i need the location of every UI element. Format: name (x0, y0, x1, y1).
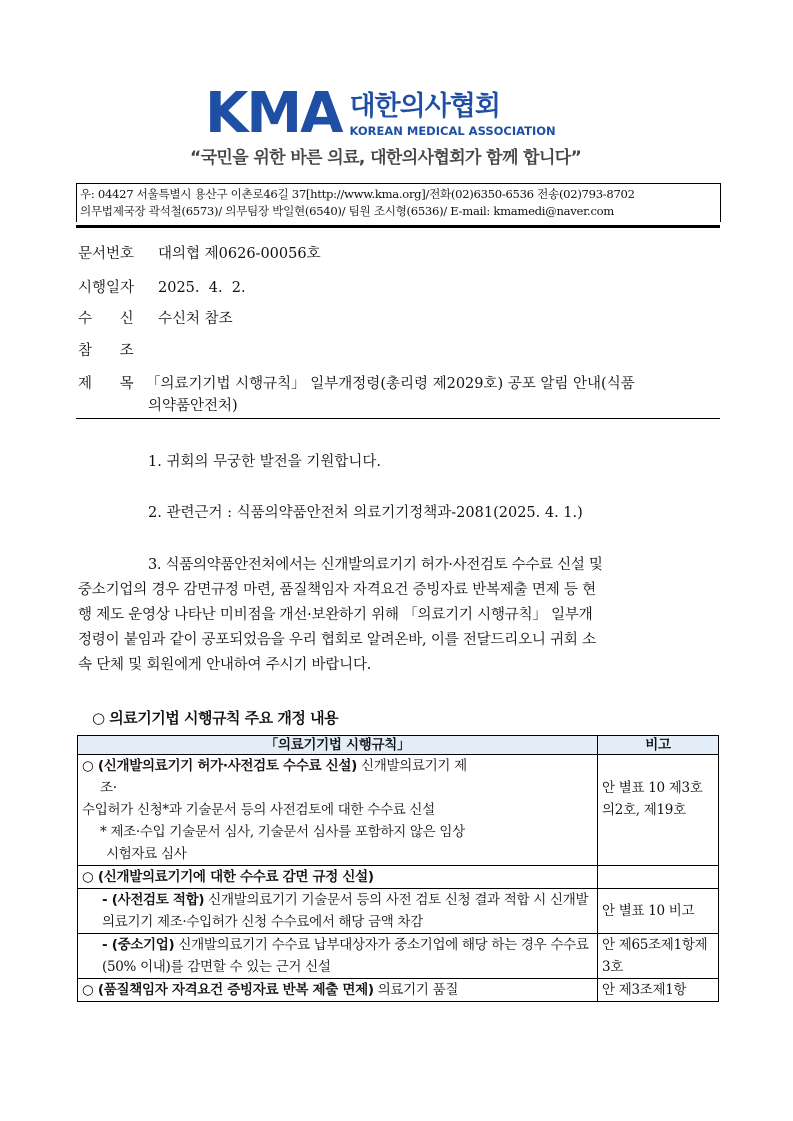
subject-label: 제 목 (78, 376, 134, 392)
row3-head: - (사전검토 적합) (102, 892, 205, 908)
row1-line4: * 제조·수입 기술문서 심사, 기술문서 심사를 포함하지 않은 임상 (100, 824, 465, 840)
row2-head: ○ (신개발의료기기에 대한 수수료 감면 규정 신설) (82, 869, 374, 885)
paragraph-1: 1. 귀회의 무궁한 발전을 기원합니다. (148, 454, 381, 470)
row5-text: 의료기기 품질 (373, 982, 459, 998)
table-cell-content (78, 934, 598, 979)
meta-rule (76, 418, 720, 419)
row3-note: 안 별표 10 비고 (598, 889, 719, 934)
org-name-ko: 대한의사협회 (349, 91, 500, 122)
row1-line2: 조· (100, 780, 117, 796)
paragraph-3-line: 속 단체 및 회원에게 안내하여 주시기 바랍니다. (78, 657, 372, 673)
row1-line5: 시험자료 심사 (106, 846, 187, 862)
contact-line-1: 우: 04427 서울특별시 용산구 이촌로46길 37[http://www.kma.org]/전화(02)6350-6536 전송(02)793-8702 (80, 187, 635, 201)
table-header-note: 비고 (598, 736, 719, 755)
revision-table (77, 735, 719, 1002)
paragraph-3-line: 정령이 붙임과 같이 공포되었음을 우리 협회로 알려온바, 이를 전달드리오니 귀회 소 (78, 632, 596, 648)
row4-head: - (중소기업) (102, 937, 175, 953)
row1-line3: 수입허가 신청*과 기술문서 등의 사전검토에 대한 수수료 신설 (82, 802, 435, 818)
contact-box (76, 183, 721, 222)
org-name-block (349, 92, 555, 138)
subject-line-2: 의약품안전처) (148, 398, 238, 414)
row1-head: ○ (신개발의료기기 허가·사전검토 수수료 신설) (82, 758, 357, 774)
ref-label: 참 조 (78, 343, 134, 359)
row3-text: 신개발의료기기 기술문서 등의 사전 검토 신청 결과 적합 시 신개발의료기기 제조·수입허가 신청 수수료에서 해당 금액 차감 (102, 892, 589, 930)
row2-note (598, 866, 719, 889)
table-cell-content (78, 866, 598, 889)
date-value: 2025. 4. 2. (158, 280, 246, 296)
org-name-en: KOREAN MEDICAL ASSOCIATION (349, 124, 556, 138)
table-row (78, 889, 719, 934)
subject-line-1: 「의료기기법 시행규칙」 일부개정령(총리령 제2029호) 공포 알림 안내(식품 (146, 376, 635, 392)
doc-no-label: 문서번호 (78, 246, 135, 262)
table-cell-content (78, 755, 598, 866)
row5-note: 안 제3조제1항 (598, 979, 719, 1002)
kma-logo-mark: KMA (205, 81, 342, 146)
doc-no-value: 대의협 제0626-00056호 (158, 246, 321, 262)
row1-note: 안 별표 10 제3호의2호, 제19호 (598, 755, 719, 866)
meta-date (78, 278, 246, 298)
table-row (78, 979, 719, 1002)
table-row (78, 934, 719, 979)
header-rule (76, 225, 720, 228)
table-row (78, 755, 719, 866)
table-header-row (78, 736, 719, 755)
kma-logo (205, 81, 556, 146)
recipient-label: 수 신 (78, 311, 134, 327)
row1-tail: 신개발의료기기 제 (357, 758, 467, 774)
slogan: “국민을 위한 바른 의료, 대한의사협회가 함께 합니다” (190, 148, 582, 168)
date-label: 시행일자 (78, 280, 135, 296)
paragraph-3 (78, 553, 718, 678)
paragraph-3-line: 중소기업의 경우 감면규정 마련, 품질책임자 자격요건 증빙자료 반복제출 면제 등 현 (78, 582, 596, 598)
recipient-value: 수신처 참조 (158, 311, 233, 327)
table-cell-content (78, 979, 598, 1002)
row5-head: ○ (품질책임자 자격요건 증빙자료 반복 제출 면제) (82, 982, 374, 998)
table-cell-content (78, 889, 598, 934)
section-title: ○ 의료기기법 시행규칙 주요 개정 내용 (92, 709, 339, 727)
paragraph-3-line: 행 제도 운영상 나타난 미비점을 개선·보완하기 위해 「의료기기 시행규칙」 일부개 (78, 607, 593, 623)
row4-note: 안 제65조제1항제3호 (598, 934, 719, 979)
table-header-content: 「의료기기법 시행규칙」 (78, 736, 598, 755)
contact-line-2: 의무법제국장 곽석철(6573)/ 의무팀장 박일현(6540)/ 팀원 조시형(6536)/ E-mail: kmamedi@naver.com (80, 204, 615, 218)
meta-recipient (78, 309, 233, 329)
meta-subject (78, 374, 728, 394)
paragraph-3-line: 3. 식품의약품안전처에서는 신개발의료기기 허가·사전검토 수수료 신설 및 (148, 557, 603, 573)
table-row (78, 866, 719, 889)
meta-ref (78, 341, 158, 361)
meta-doc-no (78, 244, 321, 264)
paragraph-2: 2. 관련근거 : 식품의약품안전처 의료기기정책과-2081(2025. 4. 1.) (148, 505, 583, 521)
row4-text: 신개발의료기기 수수료 납부대상자가 중소기업에 해당 하는 경우 수수료(50% 이내)를 감면할 수 있는 근거 신설 (102, 937, 589, 975)
